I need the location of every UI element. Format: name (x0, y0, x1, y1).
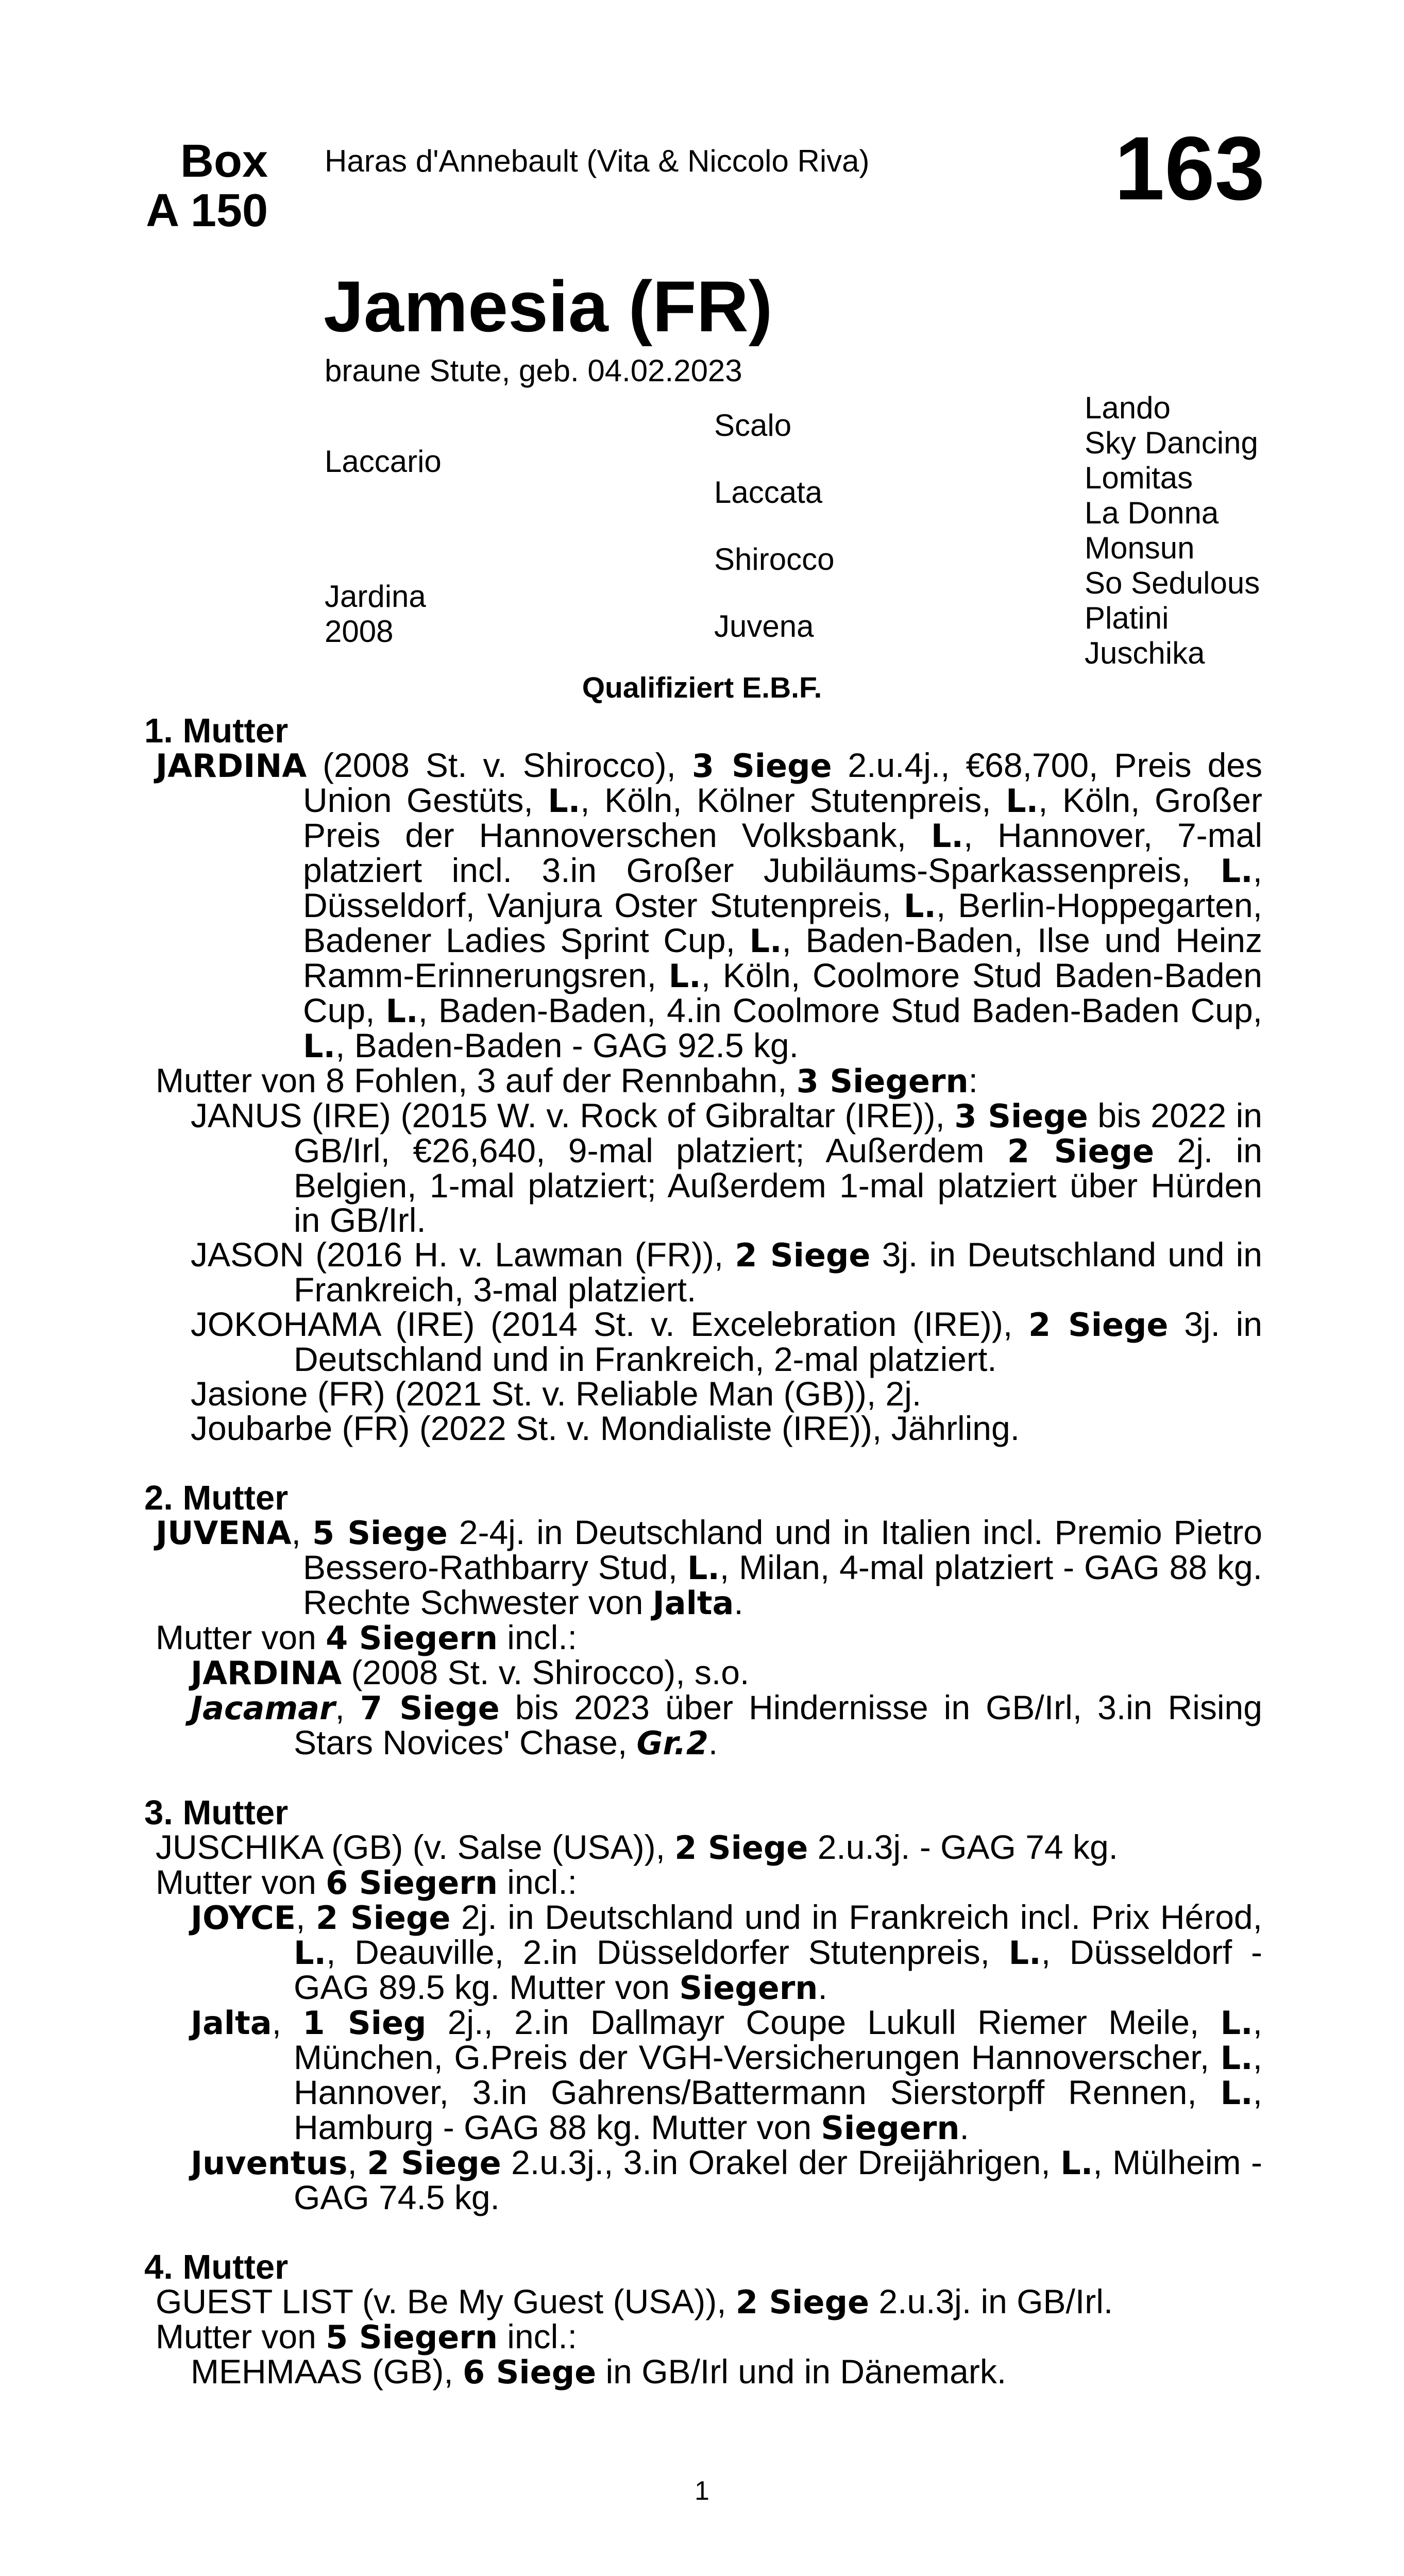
box-label-line1: Box (180, 135, 268, 187)
page-number: 1 (695, 2476, 709, 2506)
produce-entry: Joubarbe (FR) (2022 St. v. Mondialiste (IRE)), Jährling. (191, 1409, 1020, 1447)
pedigree-great-grandparent: Platini (1085, 601, 1169, 635)
box-label (144, 137, 268, 235)
section-heading: 1. Mutter (144, 711, 289, 750)
dam-record: JUVENA, 5 Siege 2-4j. in Deutschland und in Italien incl. Premio Pietro Bessero-Rathbarry Stud, L., Milan, 4-mal platziert - GAG 88 kg. Rechte Schwester von Jalta. (156, 1513, 1262, 1622)
produce-summary: Mutter von 6 Siegern incl.: (156, 1863, 578, 1902)
section-heading: 3. Mutter (144, 1793, 289, 1832)
produce-entry: JASON (2016 H. v. Lawman (FR)), 2 Siege 3j. in Deutschland und in Frankreich, 3-mal platziert. (191, 1235, 1262, 1309)
lot-number: 163 (1114, 118, 1265, 219)
produce-entry: MEHMAAS (GB), 6 Siege in GB/Irl und in Dänemark. (191, 2352, 1007, 2391)
produce-entry: JOYCE, 2 Siege 2j. in Deutschland und in Frankreich incl. Prix Hérod, L., Deauville, 2.in Düsseldorfer Stutenpreis, L., Düsseldorf - GAG 89.5 kg. Mutter von Siegern. (191, 1898, 1262, 2007)
qualification: Qualifiziert E.B.F. (582, 671, 822, 704)
pedigree-great-grandparent: La Donna (1085, 496, 1219, 530)
dam-record: GUEST LIST (v. Be My Guest (USA)), 2 Siege 2.u.3j. in GB/Irl. (156, 2282, 1113, 2321)
pedigree-grandparent: Shirocco (714, 542, 835, 577)
family-content (144, 711, 1262, 2425)
section-first-dam (144, 711, 1262, 1447)
pedigree-great-grandparent: Monsun (1085, 531, 1195, 565)
pedigree-grandparent: Laccata (714, 475, 823, 510)
produce-entry: Jalta, 1 Sieg 2j., 2.in Dallmayr Coupe Lukull Riemer Meile, L., München, G.Preis der VGH-Versicherungen Hannoverscher, L., Hannover, 3.in Gahrens/Battermann Sierstorpff Rennen, L., Hamburg - GAG 88 kg. Mutter von Siegern. (191, 2003, 1262, 2147)
produce-summary: Mutter von 8 Fohlen, 3 auf der Rennbahn, 3 Siegern: (156, 1061, 978, 1100)
section-fourth-dam (144, 2250, 1262, 2389)
produce-entry: Juventus, 2 Siege 2.u.3j., 3.in Orakel der Dreijährigen, L., Mülheim - GAG 74.5 kg. (191, 2143, 1262, 2216)
section-heading: 4. Mutter (144, 2248, 289, 2286)
horse-name: Jamesia (FR) (324, 266, 773, 347)
pedigree-sire: Laccario (325, 444, 442, 479)
produce-summary: Mutter von 5 Siegern incl.: (156, 2317, 578, 2356)
pedigree-grandparent: Scalo (714, 408, 792, 443)
pedigree-dam-name: Jardina (325, 579, 426, 614)
pedigree-dam (325, 579, 426, 649)
section-third-dam (144, 1795, 1262, 2215)
pedigree-great-grandparent: So Sedulous (1085, 566, 1260, 600)
produce-entry: JOKOHAMA (IRE) (2014 St. v. Excelebration (IRE)), 2 Siege 3j. in Deutschland und in Frankreich, 2-mal platziert. (191, 1305, 1262, 1378)
produce-entry: Jasione (FR) (2021 St. v. Reliable Man (GB)), 2j. (191, 1375, 922, 1413)
produce-entry: Jacamar, 7 Siege bis 2023 über Hindernisse in GB/Irl, 3.in Rising Stars Novices' Chase, Gr.2. (191, 1688, 1262, 1762)
section-second-dam (144, 1481, 1262, 1760)
pedigree-great-grandparents (1085, 391, 1260, 671)
dam-record: JUSCHIKA (GB) (v. Salse (USA)), 2 Siege 2.u.3j. - GAG 74 kg. (156, 1828, 1118, 1867)
pedigree-great-grandparent: Sky Dancing (1085, 426, 1258, 460)
pedigree-grandparent: Juvena (714, 609, 814, 643)
produce-summary: Mutter von 4 Siegern incl.: (156, 1618, 578, 1657)
dam-record: JARDINA (2008 St. v. Shirocco), 3 Siege 2.u.4j., €68,700, Preis des Union Gestüts, L., Köln, Kölner Stutenpreis, L., Köln, Großer Preis der Hannoverschen Volksbank, L., Hannover, 7-mal platziert incl. 3.in Großer Jubiläums-Sparkassenpreis, L., Düsseldorf, Vanjura Oster Stutenpreis, L., Berlin-Hoppegarten, Badener Ladies Sprint Cup, L., Baden-Baden, Ilse und Heinz Ramm-Erinnerungsren, L., Köln, Coolmore Stud Baden-Baden Cup, L., Baden-Baden, 4.in Coolmore Stud Baden-Baden Cup, L., Baden-Baden - GAG 92.5 kg. (156, 746, 1262, 1065)
produce-entry: JARDINA (2008 St. v. Shirocco), s.o. (191, 1653, 750, 1692)
pedigree-great-grandparent: Lando (1085, 391, 1171, 425)
horse-description: braune Stute, geb. 04.02.2023 (325, 353, 742, 388)
produce-entry: JANUS (IRE) (2015 W. v. Rock of Gibraltar (IRE)), 3 Siege bis 2022 in GB/Irl, €26,640, 9-mal platziert; Außerdem 2 Siege 2j. in Belgien, 1-mal platziert; Außerdem 1-mal platziert über Hürden in GB/Irl. (191, 1096, 1262, 1239)
pedigree-great-grandparent: Juschika (1085, 636, 1205, 670)
section-heading: 2. Mutter (144, 1479, 289, 1517)
box-number: A 150 (146, 185, 268, 236)
breeder: Haras d'Annebault (Vita & Niccolo Riva) (325, 144, 870, 178)
pedigree-great-grandparent: Lomitas (1085, 461, 1193, 495)
pedigree-dam-year: 2008 (325, 614, 394, 649)
